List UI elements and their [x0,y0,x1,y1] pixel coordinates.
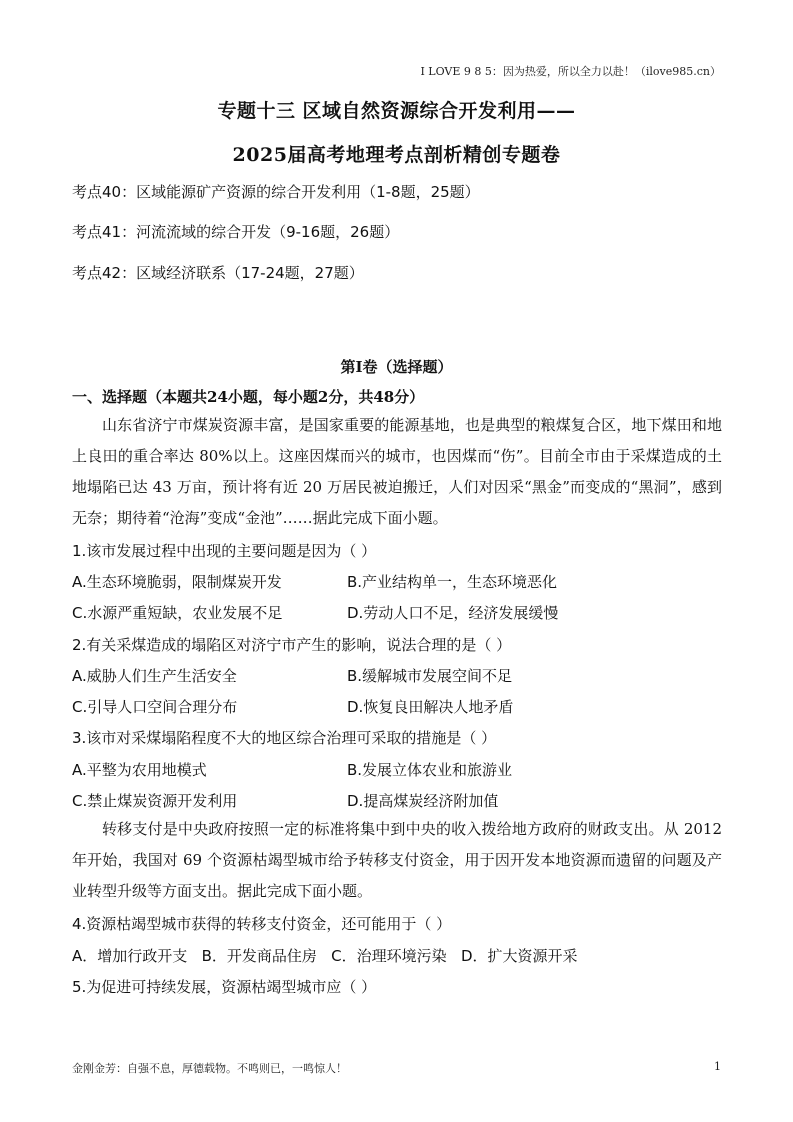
question-1-stem: 1.该市发展过程中出现的主要问题是因为（ ） [72,542,377,560]
question-2-option-a: A.威胁人们生产生活安全 [72,667,237,685]
footer-motto: 金刚金芳：自强不息，厚德载物。不鸣则已，一鸣惊人！ [72,1062,347,1075]
question-4-stem: 4.资源枯竭型城市获得的转移支付资金，还可能用于（ ） [72,915,452,933]
question-2-stem: 2.有关采煤造成的塌陷区对济宁市产生的影响，说法合理的是（ ） [72,636,512,654]
question-3-option-a: A.平整为农用地模式 [72,761,207,779]
page-number: 1 [714,1060,721,1073]
kaodian-42: 考点42：区域经济联系（17-24题，27题） [72,264,364,282]
question-3-option-d: D.提高煤炭经济附加值 [347,792,499,810]
title-line-2: 2025届高考地理考点剖析精创专题卷 [232,144,561,166]
question-3-stem: 3.该市对采煤塌陷程度不大的地区综合治理可采取的措施是（ ） [72,729,497,747]
question-3-option-c: C.禁止煤炭资源开发利用 [72,792,238,810]
question-4-options: A．增加行政开支 B．开发商品住房 C．治理环境污染 D．扩大资源开采 [72,947,578,965]
question-1-option-b: B.产业结构单一，生态环境恶化 [347,573,558,591]
volume-title: 第Ⅰ卷（选择题） [340,358,453,376]
kaodian-40: 考点40：区域能源矿产资源的综合开发利用（1-8题，25题） [72,183,480,201]
question-1-option-c: C.水源严重短缺，农业发展不足 [72,604,283,622]
question-1-option-a: A.生态环境脆弱，限制煤炭开发 [72,573,282,591]
section-heading: 一、选择题（本题共24小题，每小题2分，共48分） [72,388,425,406]
passage-2: 转移支付是中央政府按照一定的标准将集中到中央的收入拨给地方政府的财政支出。从 2012 年开始，我国对 69 个资源枯竭型城市给予转移支付资金，用于因开发本地资源而遗留的问题及产业转型升级等方面支出。据此完成下面小题。 [72,820,722,900]
header-note: I LOVE 9 8 5：因为热爱，所以全力以赴！（ilove985.cn） [420,65,721,78]
question-2-option-b: B.缓解城市发展空间不足 [347,667,513,685]
kaodian-41: 考点41：河流流域的综合开发（9-16题，26题） [72,223,400,241]
question-3-option-b: B.发展立体农业和旅游业 [347,761,513,779]
question-2-option-c: C.引导人口空间合理分布 [72,698,238,716]
title-line-1: 专题十三 区域自然资源综合开发利用—— [217,100,576,122]
passage-1: 山东省济宁市煤炭资源丰富，是国家重要的能源基地，也是典型的粮煤复合区，地下煤田和地上良田的重合率达 80%以上。这座因煤而兴的城市，也因煤而“伤”。目前全市由于采煤造成的土地塌陷已达 43 万亩，预计将有近 20 万居民被迫搬迁，人们对因采“黑金”而变成的“黑洞”，感到无奈；期待着“沧海”变成“金池”……据此完成下面小题。 [72,416,722,527]
question-2-option-d: D.恢复良田解决人地矛盾 [347,698,514,716]
question-1-option-d: D.劳动人口不足，经济发展缓慢 [347,604,559,622]
question-5-stem: 5.为促进可持续发展，资源枯竭型城市应（ ） [72,978,377,996]
